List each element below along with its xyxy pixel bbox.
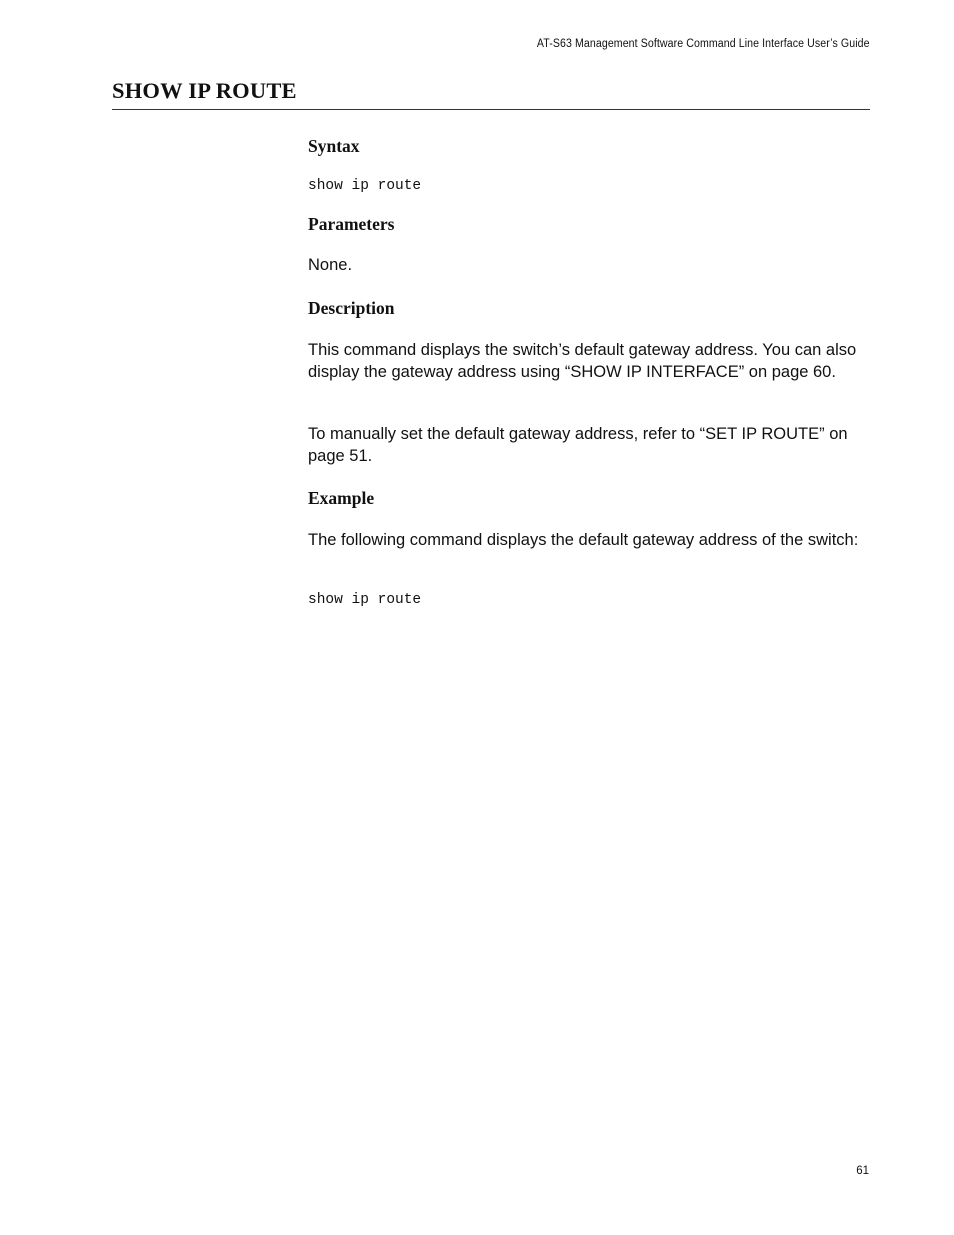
- page-number: 61: [856, 1165, 869, 1177]
- example-text: The following command displays the default gateway address of the switch:: [308, 531, 859, 549]
- syntax-code: show ip route: [308, 178, 422, 194]
- title-divider: [112, 109, 870, 110]
- description-paragraph-2: To manually set the default gateway address, refer to “SET IP ROUTE” on page 51.: [308, 425, 848, 465]
- parameters-text: None.: [308, 256, 353, 274]
- description-paragraph-1: This command displays the switch’s default gateway address. You can also display the gateway address using “SHOW IP INTERFACE” on page 60.: [308, 341, 857, 381]
- example-code: show ip route: [308, 592, 422, 608]
- description-heading: Description: [308, 298, 395, 318]
- example-heading: Example: [308, 488, 375, 508]
- parameters-heading: Parameters: [308, 214, 395, 234]
- running-header: AT-S63 Management Software Command Line Interface User’s Guide: [537, 38, 870, 50]
- section-title: SHOW IP ROUTE: [112, 78, 297, 103]
- syntax-heading: Syntax: [308, 136, 360, 156]
